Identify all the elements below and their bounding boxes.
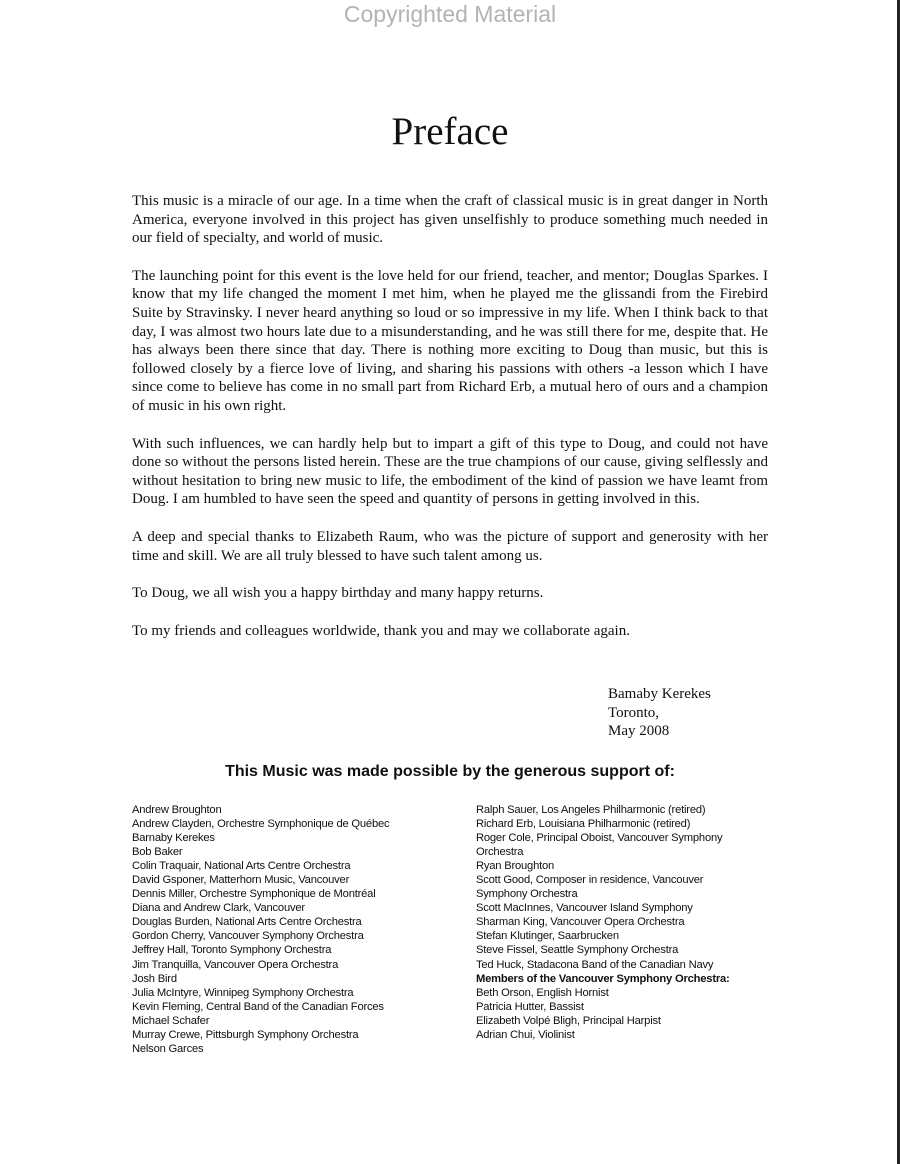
supporter-entry: Gordon Cherry, Vancouver Symphony Orchestra [132,930,364,943]
preface-body [132,192,768,659]
copyright-watermark: Copyrighted Material [343,1,557,27]
supporter-entry: Kevin Fleming, Central Band of the Canadian Forces [132,1000,384,1013]
supporter-entry: David Gsponer, Matterhorn Music, Vancouver [132,874,350,887]
supporter-entry: Dennis Miller, Orchestre Symphonique de Montréal [132,888,376,901]
supporter-entry: Murray Crewe, Pittsburgh Symphony Orchestra [132,1028,359,1041]
supporters-right-column [476,803,766,1042]
supporter-entry: Bob Baker [132,846,183,859]
supporter-entry: Ralph Sauer, Los Angeles Philharmonic (retired) [476,804,706,816]
supporter-entry: Andrew Broughton [132,804,222,816]
supporter-entry: Stefan Klutinger, Saarbrucken [476,930,619,943]
supporter-entry: Douglas Burden, National Arts Centre Orchestra [132,916,362,929]
paragraph-3: With such influences, we can hardly help but to impart a gift of this type to Doug, and could not have done so without the persons listed herein. These are the true champions of our cause, giving selflessly and without hesitation to bring new music to life, the embodiment of the kind of passion we have leamt from Doug. I am humbled to have seen the speed and quantity of persons in getting involved in this. [132,435,768,508]
supporter-entry: Julia McIntyre, Winnipeg Symphony Orchestra [132,986,354,999]
signature-date: May 2008 [608,723,670,740]
supporter-entry: Nelson Garces [132,1042,204,1055]
supporter-entry: Elizabeth Volpé Bligh, Principal Harpist [476,1014,661,1027]
paragraph-4: A deep and special thanks to Elizabeth Raum, who was the picture of support and generosity with her time and skill. We are all truly blessed to have such talent among us. [132,528,768,564]
page-title: Preface [391,110,509,153]
paragraph-6: To my friends and colleagues worldwide, thank you and may we collaborate again. [132,622,630,639]
supporter-entry: Barnaby Kerekes [132,832,215,845]
supporter-entry: Orchestra [476,846,524,859]
paragraph-1: This music is a miracle of our age. In a time when the craft of classical music is in great danger in North America, everyone involved in this project has given unselfishly to produce something much needed in our field of specialty, and world of music. [132,193,768,247]
supporter-entry: Beth Orson, English Hornist [476,986,609,999]
supporter-entry: Richard Erb, Louisiana Philharmonic (retired) [476,818,691,831]
supporter-entry: Ted Huck, Stadacona Band of the Canadian Navy [476,958,714,971]
signature-block [608,685,711,741]
support-heading: This Music was made possible by the generous support of: [225,763,675,780]
vso-members-heading: Members of the Vancouver Symphony Orchestra: [476,972,730,985]
signature-city: Toronto, [608,704,660,721]
paragraph-5: To Doug, we all wish you a happy birthday and many happy returns. [132,585,544,602]
supporter-entry: Andrew Clayden, Orchestre Symphonique de Québec [132,818,390,831]
supporter-entry: Adrian Chui, Violinist [476,1028,575,1041]
supporter-entry: Symphony Orchestra [476,888,578,901]
supporter-entry: Ryan Broughton [476,860,555,873]
supporter-entry: Patricia Hutter, Bassist [476,1000,584,1013]
supporter-entry: Michael Schafer [132,1014,210,1027]
supporters-left-column [132,803,452,1056]
signature-name: Bamaby Kerekes [608,686,711,702]
supporter-entry: Scott Good, Composer in residence, Vancouver [476,874,704,887]
paragraph-2: The launching point for this event is the love held for our friend, teacher, and mentor; Douglas Sparkes. I know that my life changed the moment I met him, when he played me the glissandi from the Firebird Suite by Stravinsky. I never heard anything so loud or so impressive in my life. When I think back to that day, I was almost two hours late due to a misunderstanding, and he was still there for me, despite that. He has always been there since that day. There is nothing more exciting to Doug than music, but this is followed closely by a fierce love of living, and sharing his passions with others -a lesson which I have since come to believe has come in no small part from Richard Erb, a mutual hero of ours and a champion of music in his own right. [132,267,768,414]
supporter-entry: Jim Tranquilla, Vancouver Opera Orchestra [132,958,339,971]
supporter-entry: Diana and Andrew Clark, Vancouver [132,902,305,915]
supporter-entry: Jeffrey Hall, Toronto Symphony Orchestra [132,944,332,957]
supporter-entry: Steve Fissel, Seattle Symphony Orchestra [476,944,679,957]
supporter-entry: Scott MacInnes, Vancouver Island Symphony [476,902,693,915]
supporter-entry: Colin Traquair, National Arts Centre Orchestra [132,860,351,873]
supporter-entry: Roger Cole, Principal Oboist, Vancouver Symphony [476,832,723,845]
supporter-entry: Josh Bird [132,972,177,985]
supporter-entry: Sharman King, Vancouver Opera Orchestra [476,916,685,929]
